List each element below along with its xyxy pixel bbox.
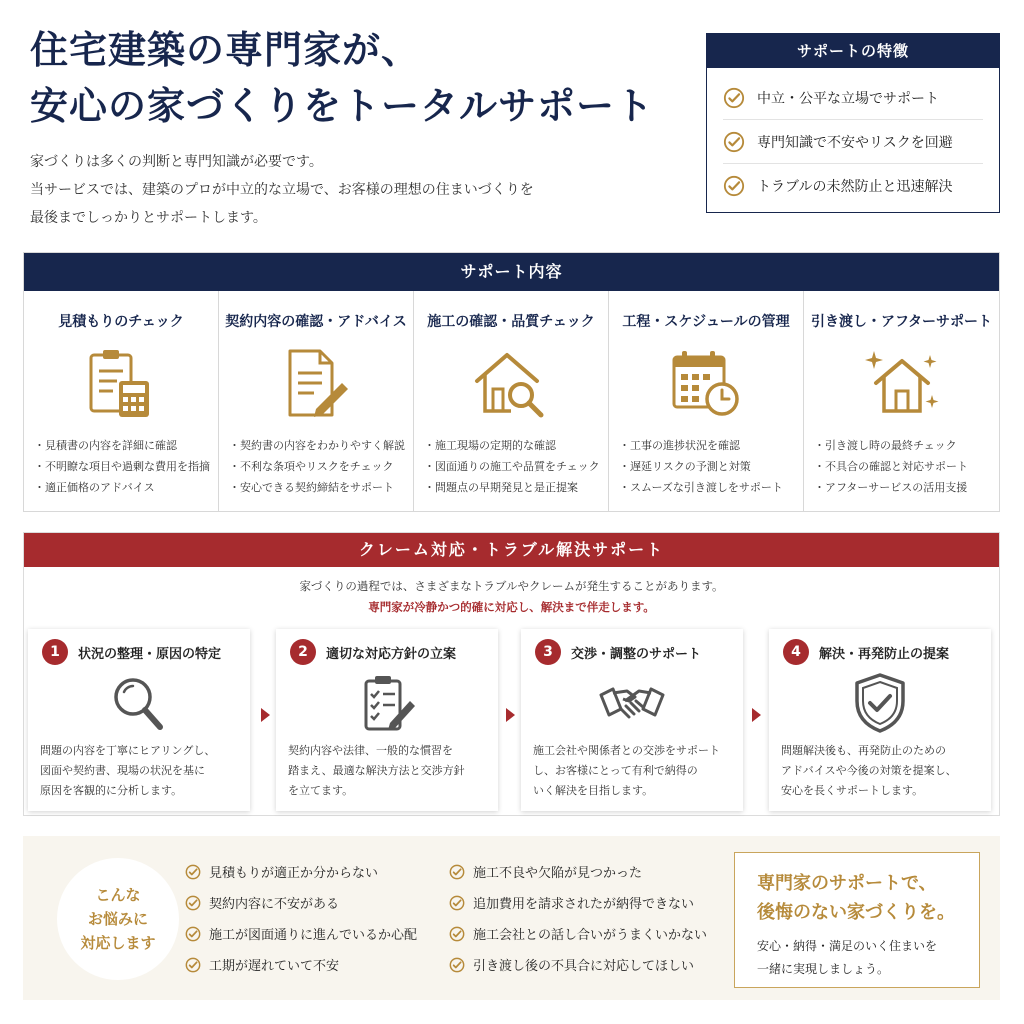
cta-body bbox=[757, 935, 937, 981]
support-card-title: 契約内容の確認・アドバイス bbox=[225, 314, 407, 330]
worry-item bbox=[449, 887, 707, 918]
cta-box bbox=[734, 852, 980, 988]
step-title: 解決・再発防止の提案 bbox=[819, 646, 950, 662]
feature-item bbox=[723, 120, 983, 164]
step-card-3 bbox=[521, 629, 743, 811]
hero-title bbox=[30, 22, 690, 134]
step-number: 1 bbox=[42, 639, 68, 665]
worry-item-label: 施工が図面通りに進んでいるか心配 bbox=[209, 928, 418, 943]
hero-lead bbox=[30, 148, 670, 232]
step-title: 適切な対応方針の立案 bbox=[326, 646, 457, 662]
step-arrow-icon bbox=[752, 708, 761, 722]
check-circle-icon bbox=[185, 895, 201, 911]
step-header bbox=[535, 639, 701, 665]
bullet-item: ・不具合の確認と対応サポート bbox=[814, 460, 968, 473]
check-circle-icon bbox=[723, 87, 745, 109]
hero-lead-line1: 家づくりは多くの判断と専門知識が必要です。 bbox=[30, 154, 323, 170]
check-circle-icon bbox=[185, 864, 201, 880]
worry-circle-line: こんな bbox=[95, 886, 141, 904]
support-card-schedule bbox=[609, 291, 804, 512]
hero-title-line1: 住宅建築の専門家が、 bbox=[30, 27, 421, 72]
check-circle-icon bbox=[723, 131, 745, 153]
step-body bbox=[288, 741, 492, 801]
worry-item bbox=[185, 856, 417, 887]
worry-item-label: 引き渡し後の不具合に対応してほしい bbox=[473, 959, 695, 974]
worry-list-left bbox=[185, 856, 417, 980]
claim-section-title: クレーム対応・トラブル解決サポート bbox=[24, 533, 999, 567]
worry-item bbox=[449, 949, 707, 980]
step-body-line: 問題の内容を丁寧にヒアリングし、 bbox=[40, 744, 216, 757]
step-title: 状況の整理・原因の特定 bbox=[78, 646, 222, 662]
worry-circle-line: 対応します bbox=[80, 934, 156, 952]
claim-lead-emphasis: 専門家が冷静かつ的確に対応し、解決まで伴走します。 bbox=[368, 600, 655, 614]
step-body bbox=[533, 741, 737, 801]
step-number: 2 bbox=[290, 639, 316, 665]
bullet-item: ・見積書の内容を詳細に確認 bbox=[34, 439, 177, 452]
step-body bbox=[781, 741, 985, 801]
bullet-item: ・契約書の内容をわかりやすく解説 bbox=[229, 439, 405, 452]
worry-item-label: 契約内容に不安がある bbox=[209, 897, 340, 912]
step-header bbox=[783, 639, 949, 665]
handshake-icon bbox=[599, 673, 665, 733]
worry-list-right bbox=[449, 856, 707, 980]
step-header bbox=[290, 639, 456, 665]
bullet-item: ・問題点の早期発見と是正提案 bbox=[424, 481, 578, 494]
cta-title bbox=[757, 869, 955, 927]
step-title: 交渉・調整のサポート bbox=[571, 646, 702, 662]
bullet-item: ・安心できる契約締結をサポート bbox=[229, 481, 394, 494]
estimate-calculator-icon bbox=[81, 347, 161, 421]
step-body-line: 契約内容や法律、一般的な慣習を bbox=[288, 744, 453, 757]
feature-item bbox=[723, 76, 983, 120]
feature-item bbox=[723, 164, 983, 208]
claim-lead: 家づくりの過程では、さまざまなトラブルやクレームが発生することがあります。 bbox=[299, 579, 724, 593]
step-body-line: 安心を長くサポートします。 bbox=[781, 784, 924, 797]
hero-title-line2: 安心の家づくりをトータルサポート bbox=[30, 83, 655, 128]
bullet-item: ・遅延リスクの予測と対策 bbox=[619, 460, 751, 473]
step-body-line: 踏まえ、最適な解決方法と交渉方針 bbox=[288, 764, 465, 777]
cta-body-line: 一緒に実現しましょう。 bbox=[757, 962, 890, 976]
worry-item bbox=[185, 887, 417, 918]
support-card-estimate bbox=[24, 291, 219, 512]
support-card-aftercare bbox=[804, 291, 999, 512]
magnifier-icon bbox=[106, 673, 172, 733]
step-body-line: アドバイスや今後の対策を提案し、 bbox=[781, 764, 957, 777]
hero-lead-line3: 最後までしっかりとサポートします。 bbox=[30, 210, 267, 226]
support-card-bullets bbox=[619, 435, 804, 498]
support-card-bullets bbox=[229, 435, 414, 498]
support-card-inspection bbox=[414, 291, 609, 512]
worry-item-label: 施工不良や欠陥が見つかった bbox=[473, 866, 643, 881]
support-card-contract bbox=[219, 291, 414, 512]
step-body bbox=[40, 741, 244, 801]
bullet-item: ・図面通りの施工や品質をチェック bbox=[424, 460, 600, 473]
step-number: 4 bbox=[783, 639, 809, 665]
check-circle-icon bbox=[449, 895, 465, 911]
check-circle-icon bbox=[449, 957, 465, 973]
support-card-title: 引き渡し・アフターサポート bbox=[810, 314, 993, 330]
check-circle-icon bbox=[185, 926, 201, 942]
feature-item-label: トラブルの未然防止と迅速解決 bbox=[757, 179, 953, 195]
step-card-2 bbox=[276, 629, 498, 811]
worry-item-label: 工期が遅れていて不安 bbox=[209, 959, 340, 974]
house-sparkle-icon bbox=[862, 347, 942, 421]
check-circle-icon bbox=[185, 957, 201, 973]
step-arrow-icon bbox=[506, 708, 515, 722]
step-body-line: し、お客様にとって有利で納得の bbox=[533, 764, 698, 777]
clipboard-checklist-icon bbox=[354, 673, 420, 733]
hero-lead-line2: 当サービスでは、建築のプロが中立的な立場で、お客様の理想の住まいづくりを bbox=[30, 182, 534, 198]
step-body-line: を立てます。 bbox=[288, 784, 354, 797]
worry-circle bbox=[57, 858, 179, 980]
step-body-line: いく解決を目指します。 bbox=[533, 784, 654, 797]
step-header bbox=[42, 639, 221, 665]
cta-title-line: 後悔のない家づくりを。 bbox=[757, 902, 955, 923]
step-arrow-icon bbox=[261, 708, 270, 722]
cta-title-line: 専門家のサポートで、 bbox=[757, 873, 937, 894]
claim-section bbox=[23, 532, 1000, 816]
bullet-item: ・工事の進捗状況を確認 bbox=[619, 439, 740, 452]
support-card-bullets bbox=[424, 435, 609, 498]
bullet-item: ・不明瞭な項目や過剰な費用を指摘 bbox=[34, 460, 210, 473]
support-section bbox=[23, 252, 1000, 512]
check-circle-icon bbox=[449, 864, 465, 880]
feature-item-label: 専門知識で不安やリスクを回避 bbox=[757, 134, 953, 151]
step-card-4 bbox=[769, 629, 991, 811]
step-number: 3 bbox=[535, 639, 561, 665]
bullet-item: ・不利な条項やリスクをチェック bbox=[229, 460, 394, 473]
support-card-bullets bbox=[814, 435, 999, 498]
feature-box-title: サポートの特徴 bbox=[707, 34, 999, 68]
bullet-item: ・適正価格のアドバイス bbox=[34, 481, 155, 494]
worry-item-label: 追加費用を請求されたが納得できない bbox=[473, 897, 695, 912]
contract-pen-icon bbox=[276, 347, 356, 421]
support-card-bullets bbox=[34, 435, 219, 498]
check-circle-icon bbox=[723, 175, 745, 197]
support-card-title: 工程・スケジュールの管理 bbox=[622, 314, 790, 330]
support-card-title: 施工の確認・品質チェック bbox=[427, 314, 595, 330]
step-card-1 bbox=[28, 629, 250, 811]
worry-item-label: 施工会社との話し合いがうまくいかない bbox=[473, 928, 708, 943]
feature-box bbox=[706, 33, 1000, 213]
step-body-line: 問題解決後も、再発防止のための bbox=[781, 744, 946, 757]
worry-item-label: 見積もりが適正か分からない bbox=[209, 866, 379, 881]
house-magnifier-icon bbox=[471, 347, 551, 421]
cta-body-line: 安心・納得・満足のいく住まいを bbox=[757, 939, 938, 953]
worry-item bbox=[449, 856, 707, 887]
worry-circle-line: お悩みに bbox=[87, 910, 148, 928]
bullet-item: ・アフターサービスの活用支援 bbox=[814, 481, 968, 494]
feature-item-label: 中立・公平な立場でサポート bbox=[757, 90, 939, 107]
step-body-line: 原因を客観的に分析します。 bbox=[40, 784, 183, 797]
worry-item bbox=[185, 918, 417, 949]
worry-section bbox=[23, 836, 1000, 1000]
support-section-title: サポート内容 bbox=[24, 253, 999, 291]
bullet-item: ・引き渡し時の最終チェック bbox=[814, 439, 957, 452]
check-circle-icon bbox=[449, 926, 465, 942]
worry-item bbox=[185, 949, 417, 980]
bullet-item: ・スムーズな引き渡しをサポート bbox=[619, 481, 783, 494]
step-body-line: 図面や契約書、現場の状況を基に bbox=[40, 764, 205, 777]
calendar-clock-icon bbox=[666, 347, 746, 421]
support-card-title: 見積もりのチェック bbox=[58, 314, 184, 330]
worry-item bbox=[449, 918, 707, 949]
bullet-item: ・施工現場の定期的な確認 bbox=[424, 439, 556, 452]
shield-check-icon bbox=[847, 673, 913, 733]
step-body-line: 施工会社や関係者との交渉をサポート bbox=[533, 744, 720, 757]
